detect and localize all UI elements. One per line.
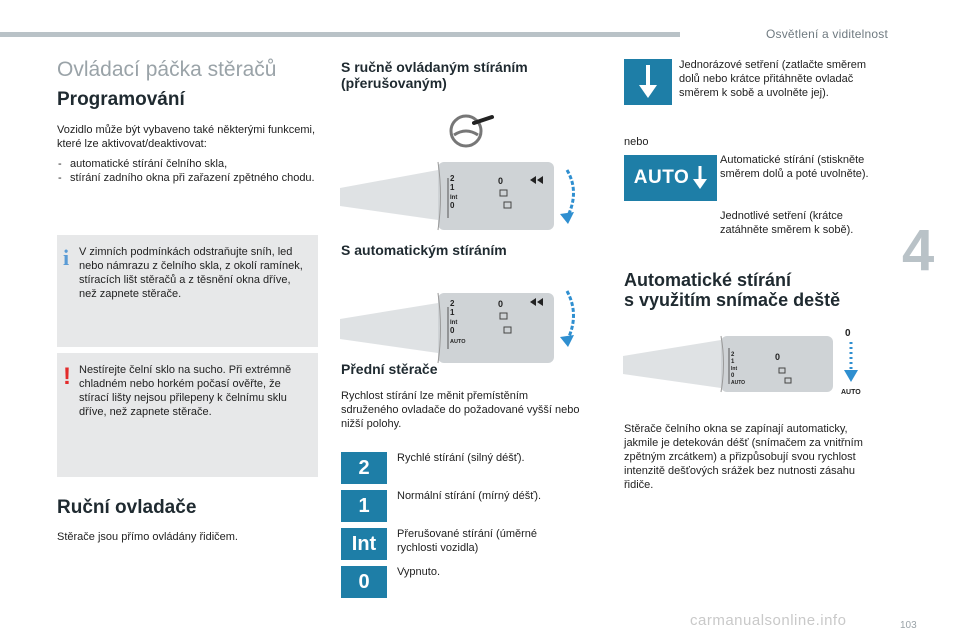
front-wipers-heading: Přední stěrače (341, 361, 438, 377)
wiper-stalk-illustration (340, 150, 590, 235)
page-title: Ovládací páčka stěračů (57, 58, 277, 81)
list-item: - stírání zadního okna při zařazení zpětného chodu. (57, 171, 317, 185)
auto-wipe-single-text: Jednotlivé setření (krátce zatáhněte směrem k sobě). (720, 210, 854, 236)
watermark: carmanualsonline.info (690, 612, 847, 629)
stalk-label-auto: AUTO (450, 339, 466, 345)
stalk-label-int: Int (731, 366, 738, 372)
stalk-label-1: 1 (450, 183, 455, 192)
rain-sensor-heading-line2: s využitím snímače deště (624, 290, 841, 310)
stalk-label-0: 0 (731, 373, 735, 379)
rear-wiper-off-label: 0 (498, 299, 504, 309)
single-wipe-badge (624, 59, 672, 105)
sensor-auto-label: AUTO (841, 389, 861, 396)
auto-label: AUTO (633, 167, 690, 188)
list-item: - automatické stírání čelního skla, (57, 157, 317, 171)
position-0-label: Vypnuto. (397, 566, 441, 578)
rear-wiper-off-label: 0 (775, 352, 781, 362)
stalk-label-int: Int (450, 195, 458, 201)
or-text: nebo (624, 136, 649, 148)
intermittent-heading: S ručně ovládaným stíráním (přerušovaným) (341, 59, 528, 91)
position-1-badge: 1 (341, 490, 387, 522)
warning-icon: ! (63, 363, 71, 390)
rain-sensor-stalk-illustration (623, 322, 873, 397)
info-icon: i (63, 245, 70, 270)
stalk-label-auto: AUTO (731, 380, 746, 386)
rain-sensor-heading (624, 270, 840, 310)
front-wipers-text: Rychlost stírání lze měnit přemístěním sdruženého ovladače do požadované vyšší nebo nižší polohy. (341, 390, 580, 430)
chapter-number: 4 (902, 218, 935, 283)
position-1-label: Normální stírání (mírný déšť). (397, 490, 542, 502)
auto-wipe-badge (624, 155, 717, 201)
arrow-down-icon (638, 65, 658, 99)
steering-wheel-icon (446, 111, 496, 151)
stalk-label-int: Int (450, 320, 458, 326)
sensor-off-label: 0 (845, 328, 851, 339)
rear-wiper-off-label: 0 (498, 176, 504, 186)
automatic-heading: S automatickým stíráním (341, 242, 507, 258)
programming-list (57, 157, 317, 185)
chapter-title: Osvětlení a viditelnost (766, 27, 888, 41)
stalk-label-2: 2 (450, 299, 455, 308)
auto-wipe-text: Automatické stírání (stiskněte směrem dolů a poté uvolněte). (720, 154, 869, 180)
position-int-badge: Int (341, 528, 387, 560)
wiper-stalk-auto-illustration (340, 283, 590, 368)
info-note-text: V zimních podmínkách odstraňujte sníh, led nebo námrazu z čelního skla, z okolí ramínek, stíracích lišt stěračů a z těsnění okna dříve, než zapnete stěrače. (79, 246, 303, 300)
stalk-label-0: 0 (450, 326, 455, 335)
stalk-label-1: 1 (731, 359, 735, 365)
warning-note (57, 353, 318, 477)
stalk-label-0: 0 (450, 201, 455, 210)
rain-sensor-heading-line1: Automatické stírání (624, 270, 792, 290)
programming-intro: Vozidlo může být vybaveno také některými funkcemi, které lze aktivovat/deaktivovat: (57, 124, 316, 150)
position-2-badge: 2 (341, 452, 387, 484)
stalk-label-2: 2 (450, 174, 455, 183)
programming-heading: Programování (57, 89, 185, 110)
position-int-label: Přerušované stírání (úměrné rychlosti vozidla) (397, 528, 538, 554)
rain-sensor-text: Stěrače čelního okna se zapínají automaticky, jakmile je detekován déšť (snímačem za vnitřním zpětným zrcátkem) a přizpůsobují svou rychlost intenzitě dešťových srážek bez nutnosti zásahu řidiče. (624, 423, 863, 491)
manual-heading: Ruční ovladače (57, 497, 197, 518)
manual-text: Stěrače jsou přímo ovládány řidičem. (57, 531, 238, 543)
page-number: 103 (900, 620, 917, 631)
position-0-badge: 0 (341, 566, 387, 598)
arrow-down-icon (693, 166, 707, 190)
warning-note-text: Nestírejte čelní sklo na sucho. Při extrémně chladném nebo horkém počasí ověřte, že stírací lišty nejsou přilepeny k čelnímu sklu dříve, než zapnete stěrače. (79, 364, 292, 418)
info-note (57, 235, 318, 347)
stalk-label-2: 2 (731, 352, 735, 358)
header-bar (0, 32, 680, 37)
stalk-label-1: 1 (450, 308, 455, 317)
single-wipe-text: Jednorázové setření (zatlačte směrem dolů nebo krátce přitáhněte ovladač směrem k sobě a uvolněte jej). (679, 59, 867, 99)
position-2-label: Rychlé stírání (silný déšť). (397, 452, 525, 464)
